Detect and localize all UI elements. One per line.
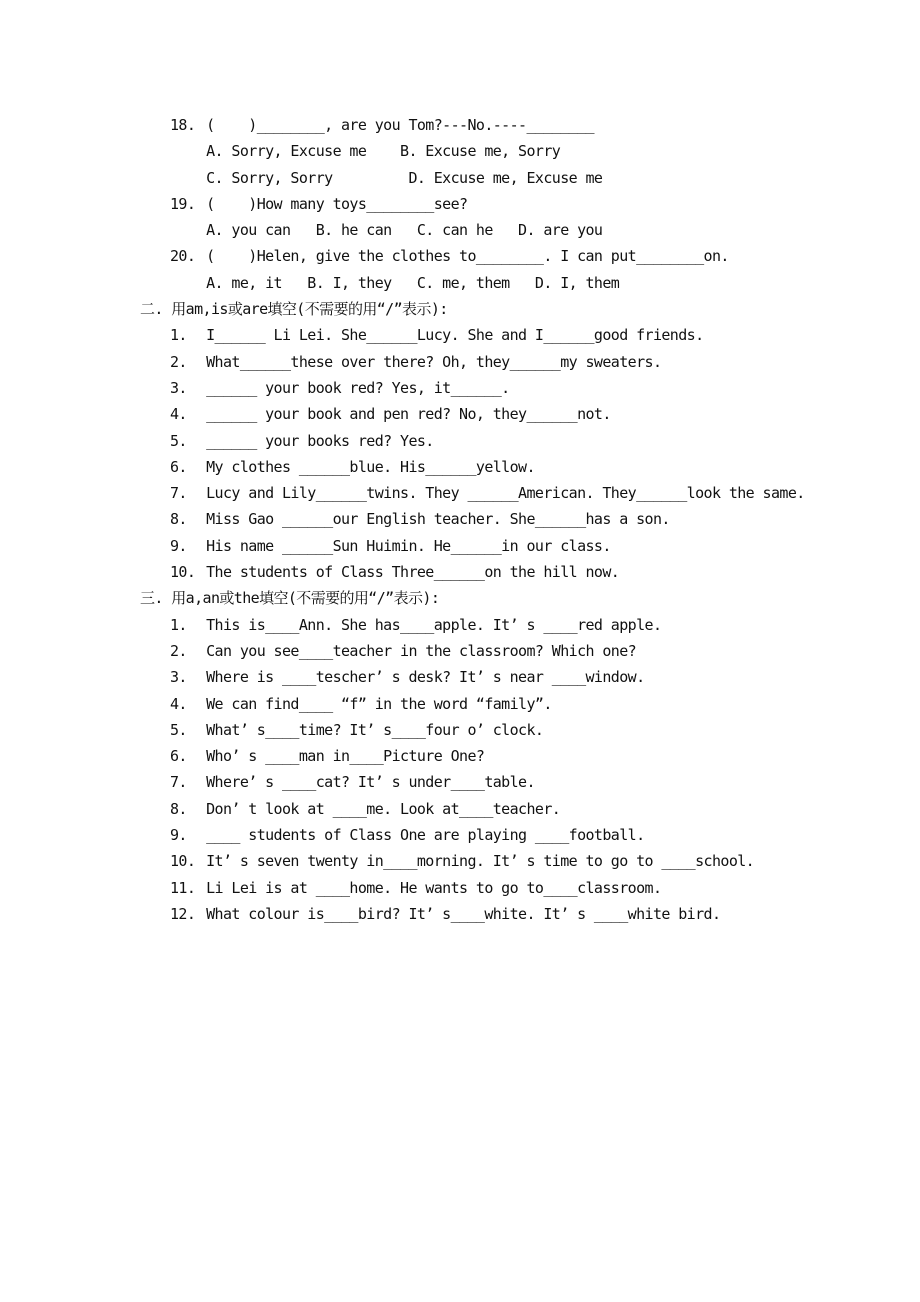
- item-text: Can you see____teacher in the classroom? Which one?: [206, 641, 637, 660]
- question-number: 19.: [170, 194, 196, 213]
- section-three-item-row: [0, 743, 920, 769]
- item-text: ____ students of Class One are playing ____football.: [206, 826, 645, 845]
- item-number: 5.: [170, 720, 187, 739]
- item-number: 4.: [170, 405, 187, 424]
- item-text: What______these over there? Oh, they______my sweaters.: [206, 352, 662, 371]
- section-heading-text: 二. 用am,is或are填空(不需要的用“/”表示):: [140, 300, 448, 319]
- section-three-item-row: [0, 638, 920, 664]
- section-three-item-row: [0, 848, 920, 874]
- item-text: Where is ____tescher’ s desk? It’ s near ____window.: [206, 668, 645, 687]
- options-text: A. me, it B. I, they C. me, them D. I, them: [206, 273, 620, 292]
- question-stem: ( )Helen, give the clothes to________. I can put________on.: [206, 247, 729, 266]
- item-text: What’ s____time? It’ s____four o’ clock.: [206, 720, 544, 739]
- question-stem: ( )________, are you Tom?---No.----________: [206, 116, 594, 134]
- section-two-heading: [0, 296, 920, 322]
- item-number: 2.: [170, 641, 187, 660]
- item-number: 7.: [170, 773, 187, 792]
- section-three-heading: [0, 585, 920, 611]
- item-number: 11.: [170, 878, 196, 897]
- item-text: I______ Li Lei. She______Lucy. She and I______good friends.: [206, 326, 704, 345]
- section-two-item-row: [0, 533, 920, 559]
- section-two-item-row: [0, 454, 920, 480]
- question-number: 20.: [170, 247, 196, 266]
- item-text: Lucy and Lily______twins. They ______American. They______look the same.: [206, 484, 805, 503]
- section-heading-text: 三. 用a,an或the填空(不需要的用“/”表示):: [140, 589, 440, 608]
- options-text: C. Sorry, Sorry D. Excuse me, Excuse me: [206, 168, 603, 187]
- item-number: 6.: [170, 747, 187, 766]
- options-text: A. Sorry, Excuse me B. Excuse me, Sorry: [206, 142, 561, 161]
- section-two-item-row: [0, 401, 920, 427]
- section-two-item-row: [0, 506, 920, 532]
- item-text: Who’ s ____man in____Picture One?: [206, 747, 485, 766]
- worksheet-page: [0, 112, 920, 927]
- item-number: 3.: [170, 378, 187, 397]
- item-number: 5.: [170, 431, 187, 450]
- question-stem: ( )How many toys________see?: [206, 194, 468, 213]
- item-number: 7.: [170, 484, 187, 503]
- section-two-item-row: [0, 375, 920, 401]
- mc-question-row: [0, 243, 920, 269]
- section-two-item-row: [0, 322, 920, 348]
- mc-options-row: [0, 138, 920, 164]
- item-number: 10.: [170, 563, 196, 582]
- item-number: 9.: [170, 536, 187, 555]
- mc-options-row: [0, 270, 920, 296]
- item-number: 9.: [170, 826, 187, 845]
- item-text: ______ your book and pen red? No, they______not.: [206, 405, 611, 424]
- mc-options-row: [0, 165, 920, 191]
- item-number: 1.: [170, 615, 187, 634]
- item-number: 3.: [170, 668, 187, 687]
- section-three-item-row: [0, 875, 920, 901]
- section-two-item-row: [0, 428, 920, 454]
- mc-question-row: [0, 112, 920, 138]
- item-text: Where’ s ____cat? It’ s under____table.: [206, 773, 535, 792]
- item-text: What colour is____bird? It’ s____white. It’ s ____white bird.: [206, 904, 721, 923]
- item-text: It’ s seven twenty in____morning. It’ s time to go to ____school.: [206, 852, 755, 871]
- item-number: 10.: [170, 852, 196, 871]
- item-text: ______ your book red? Yes, it______.: [206, 378, 510, 397]
- section-two-item-row: [0, 349, 920, 375]
- item-number: 12.: [170, 904, 196, 923]
- section-three-item-row: [0, 822, 920, 848]
- options-text: A. you can B. he can C. can he D. are you: [206, 221, 603, 240]
- section-three-item-row: [0, 664, 920, 690]
- item-text: The students of Class Three______on the hill now.: [206, 563, 620, 582]
- section-two-item-row: [0, 559, 920, 585]
- item-text: His name ______Sun Huimin. He______in our class.: [206, 536, 611, 555]
- mc-question-row: [0, 191, 920, 217]
- section-three-item-row: [0, 796, 920, 822]
- item-text: Miss Gao ______our English teacher. She______has a son.: [206, 510, 670, 529]
- item-text: This is____Ann. She has____apple. It’ s ____red apple.: [206, 615, 662, 634]
- item-text: We can find____ “f” in the word “family”.: [206, 694, 552, 713]
- item-text: Li Lei is at ____home. He wants to go to____classroom.: [206, 878, 662, 897]
- item-number: 8.: [170, 799, 187, 818]
- section-three-item-row: [0, 717, 920, 743]
- item-number: 2.: [170, 352, 187, 371]
- question-number: 18.: [170, 116, 196, 134]
- item-number: 1.: [170, 326, 187, 345]
- section-three-item-row: [0, 612, 920, 638]
- section-three-item-row: [0, 901, 920, 927]
- mc-options-row: [0, 217, 920, 243]
- section-two-item-row: [0, 480, 920, 506]
- section-three-item-row: [0, 691, 920, 717]
- section-three-item-row: [0, 769, 920, 795]
- item-text: Don’ t look at ____me. Look at____teacher.: [206, 799, 561, 818]
- item-number: 8.: [170, 510, 187, 529]
- item-text: My clothes ______blue. His______yellow.: [206, 457, 535, 476]
- item-text: ______ your books red? Yes.: [206, 431, 434, 450]
- item-number: 4.: [170, 694, 187, 713]
- item-number: 6.: [170, 457, 187, 476]
